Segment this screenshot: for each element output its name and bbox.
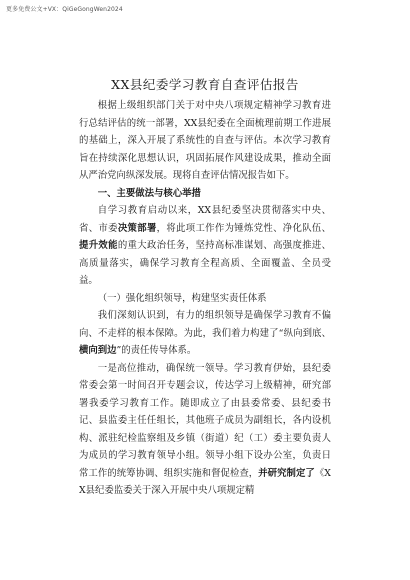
bold-phrase: 提升效能: [79, 240, 118, 251]
intro-paragraph: 根据上级组织部门关于对中央八项规定精神学习教育进行总结评估的统一部署，XX县纪委在全面梳理前期工作进展的基础上，深入开展了系统性的自查与评估。本次学习教育旨在持续深化思想认识，巩固拓展作风建设成果，推动全面从严治党向纵深发展。现将自查评估情况报告如下。: [79, 100, 331, 181]
paragraph-text: ”的责任传导体系。: [116, 345, 197, 356]
bold-phrase: 决策部署: [117, 222, 157, 234]
paragraph-text: 一是高位推动，确保统一领导。学习教育伊始，县纪委常委会第一时间召开专题会议，传达学习上级精神，研究部署我委学习教育工作。随即成立了由县委常委、县纪委书记、县监委主任任组长，其他班子成员为副组长，各内设机构、派驻纪检监察组及乡镇（街道）纪（工）委主要负责人为成员的学习教育领导小组。领导小组下设办公室，负责日常工作的统筹协调、组织实施和督促检查，: [79, 362, 331, 479]
subsection-heading: （一）强化组织领导，构建坚实责任体系: [97, 292, 267, 304]
paragraph-text: 的重大政治任务，坚持高标准谋划、高强度推进、高质量落实，确保学习教育全程高质、全面覆盖、全员受益。: [79, 240, 331, 286]
paragraph-text: 自学习教育启动以来，XX县纪委坚决贯彻落实中央、省、市委: [79, 205, 331, 234]
paragraph-text: ，将此项工作作为锤炼党性、净化队伍、: [156, 222, 331, 234]
bold-phrase: 横向到边: [79, 345, 117, 356]
document-page: [79, 76, 331, 500]
document-title: XX县纪委学习教育自查评估报告: [111, 77, 299, 92]
watermark-text: 更多免费公文+VX：QiGeGongWen2024: [6, 6, 123, 13]
paragraph-text: 《XX县纪委监委关于深入开展中央八项规定精: [79, 467, 331, 496]
subsection-paragraph: [79, 360, 331, 500]
paragraph-text: 我们深刻认识到，有力的组织领导是确保学习教育不偏向、不走样的根本保障。为此，我们着力构建了“纵向到底、: [79, 310, 331, 339]
subsection-paragraph: [79, 307, 331, 360]
section-heading: 一、主要做法与核心举措: [97, 187, 201, 199]
bold-phrase: 并研究制定了: [258, 467, 315, 479]
section-paragraph: [79, 202, 331, 290]
